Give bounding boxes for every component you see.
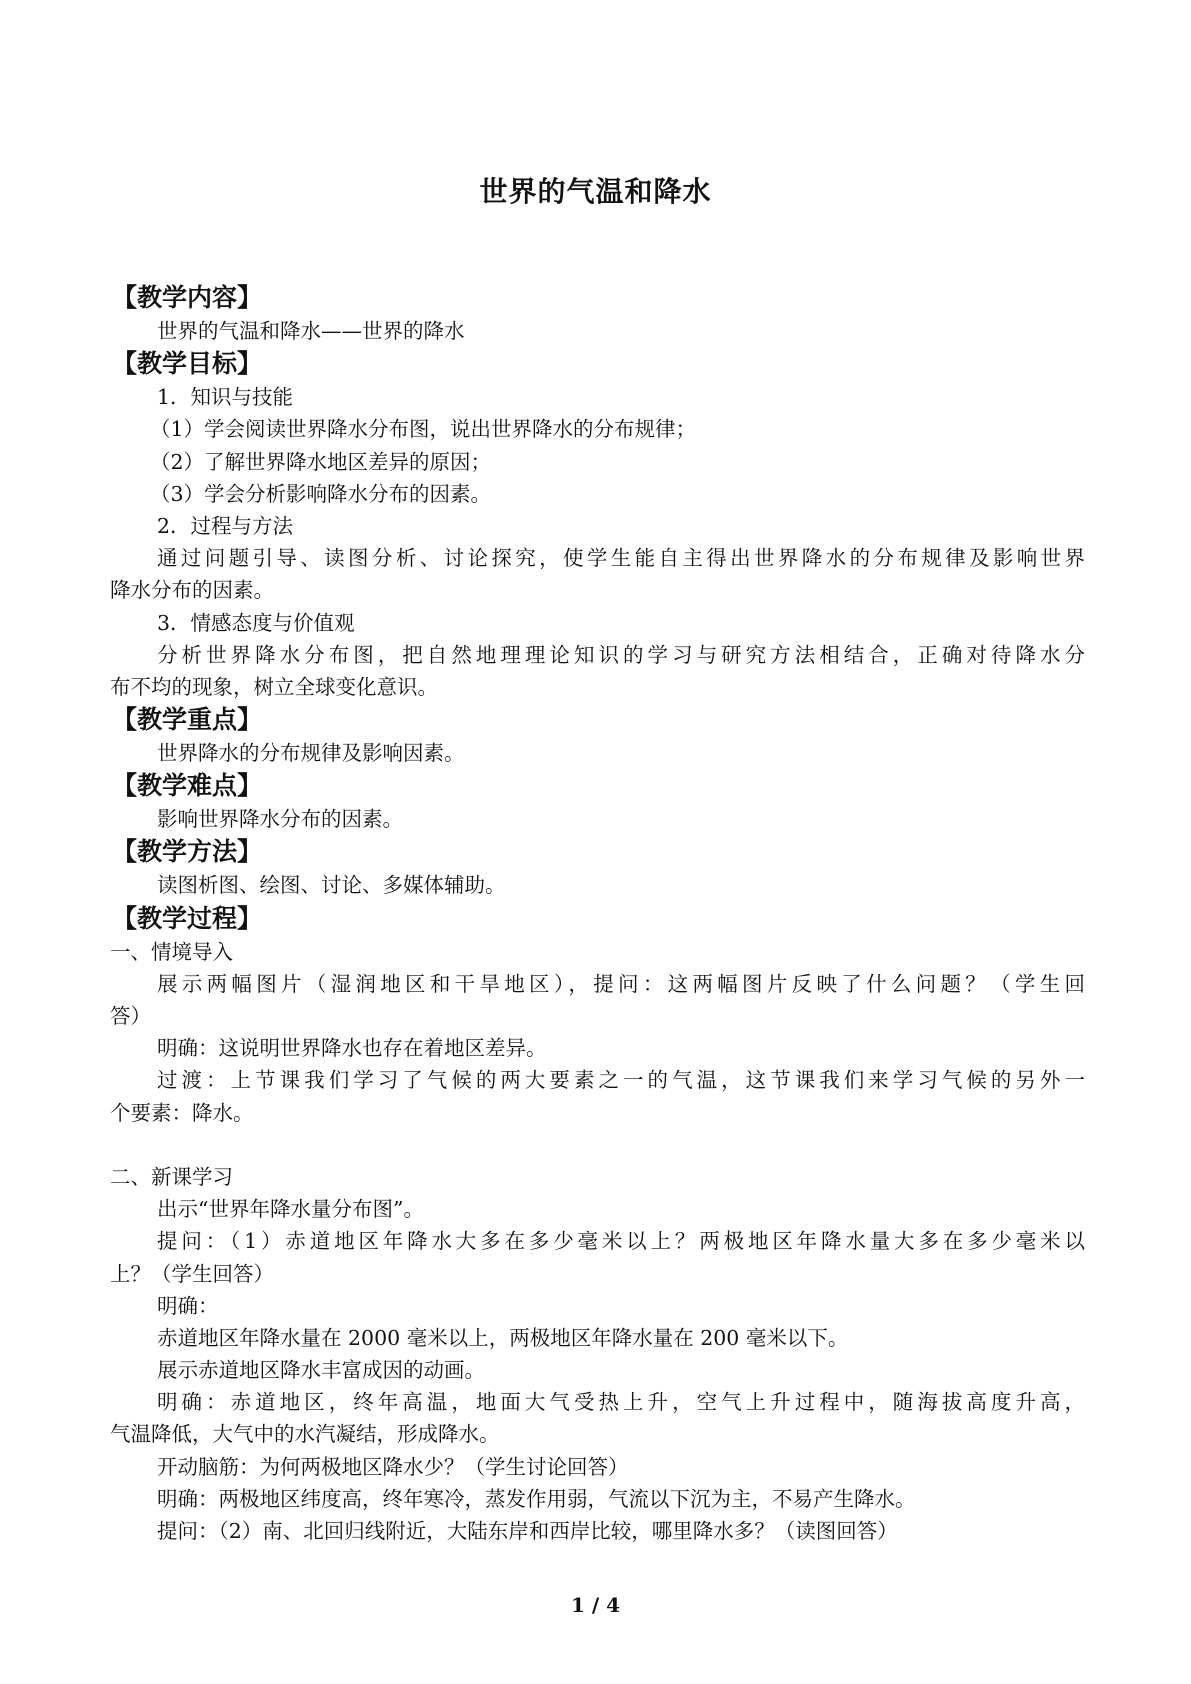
paragraph: 世界降水的分布规律及影响因素。 [157, 741, 465, 766]
paragraph: 影响世界降水分布的因素。 [157, 807, 403, 832]
page-number: 1 / 4 [570, 1593, 621, 1617]
paragraph-line: 个要素：降水。 [110, 1100, 254, 1125]
section-heading-content: 【教学内容】 [112, 283, 263, 312]
paragraph-line: 降水分布的因素。 [110, 578, 274, 603]
document-body [110, 281, 1085, 1547]
paragraph-line: 气温降低，大气中的水汽凝结，形成降水。 [110, 1422, 500, 1447]
paragraph-line: 分析世界降水分布图，把自然地理理论知识的学习与研究方法相结合，正确对待降水分 [157, 642, 1085, 667]
list-item: 1．知识与技能 [157, 385, 294, 410]
list-item: 3．情感态度与价值观 [157, 610, 355, 635]
paragraph: 读图析图、绘图、讨论、多媒体辅助。 [157, 873, 506, 898]
paragraph-line: 展示两幅图片（湿润地区和干旱地区），提问：这两幅图片反映了什么问题？（学生回 [157, 971, 1085, 996]
document-title: 世界的气温和降水 [479, 175, 712, 208]
subsection-title: 一、情境导入 [110, 939, 233, 964]
paragraph-line: 布不均的现象，树立全球变化意识。 [110, 674, 438, 699]
list-subitem: （1）学会阅读世界降水分布图，说出世界降水的分布规律； [150, 417, 697, 442]
paragraph-line: 提问：（1）赤道地区年降水大多在多少毫米以上？两极地区年降水量大多在多少毫米以 [157, 1229, 1085, 1254]
paragraph-line: 上？（学生回答） [110, 1261, 274, 1286]
section-heading-key-points: 【教学重点】 [112, 705, 263, 735]
paragraph-line: 展示赤道地区降水丰富成因的动画。 [157, 1358, 485, 1383]
paragraph-line: 通过问题引导、读图分析、讨论探究，使学生能自主得出世界降水的分布规律及影响世界 [157, 546, 1085, 571]
section-heading-process: 【教学过程】 [112, 903, 263, 933]
blank-line [110, 1129, 1085, 1161]
list-subitem: （2）了解世界降水地区差异的原因； [150, 449, 492, 474]
paragraph: 世界的气温和降水——世界的降水 [157, 319, 465, 343]
section-heading-goals: 【教学目标】 [112, 349, 263, 379]
subsection-title: 二、新课学习 [110, 1164, 233, 1189]
list-item: 2．过程与方法 [157, 513, 294, 538]
section-heading-methods: 【教学方法】 [112, 837, 263, 867]
section-heading-difficulties: 【教学难点】 [112, 771, 263, 801]
paragraph-line: 答） [110, 1004, 151, 1028]
paragraph-line: 提问：（2）南、北回归线附近，大陆东岸和西岸比较，哪里降水多？（读图回答） [157, 1519, 898, 1543]
paragraph-line: 明确：这说明世界降水也存在着地区差异。 [157, 1036, 547, 1061]
list-subitem: （3）学会分析影响降水分布的因素。 [150, 481, 492, 506]
paragraph-line: 出示“世界年降水量分布图”。 [157, 1197, 424, 1222]
paragraph-line: 明确： [157, 1293, 219, 1318]
paragraph-line: 赤道地区年降水量在 2000 毫米以上，两极地区年降水量在 200 毫米以下。 [157, 1325, 849, 1350]
paragraph-line: 过渡：上节课我们学习了气候的两大要素之一的气温，这节课我们来学习气候的另外一 [157, 1068, 1085, 1093]
paragraph-line: 开动脑筋：为何两极地区降水少？（学生讨论回答） [157, 1454, 629, 1479]
paragraph-line: 明确：赤道地区，终年高温，地面大气受热上升，空气上升过程中，随海拔高度升高， [157, 1390, 1085, 1415]
paragraph-line: 明确：两极地区纬度高，终年寒冷，蒸发作用弱，气流以下沉为主，不易产生降水。 [157, 1486, 916, 1511]
